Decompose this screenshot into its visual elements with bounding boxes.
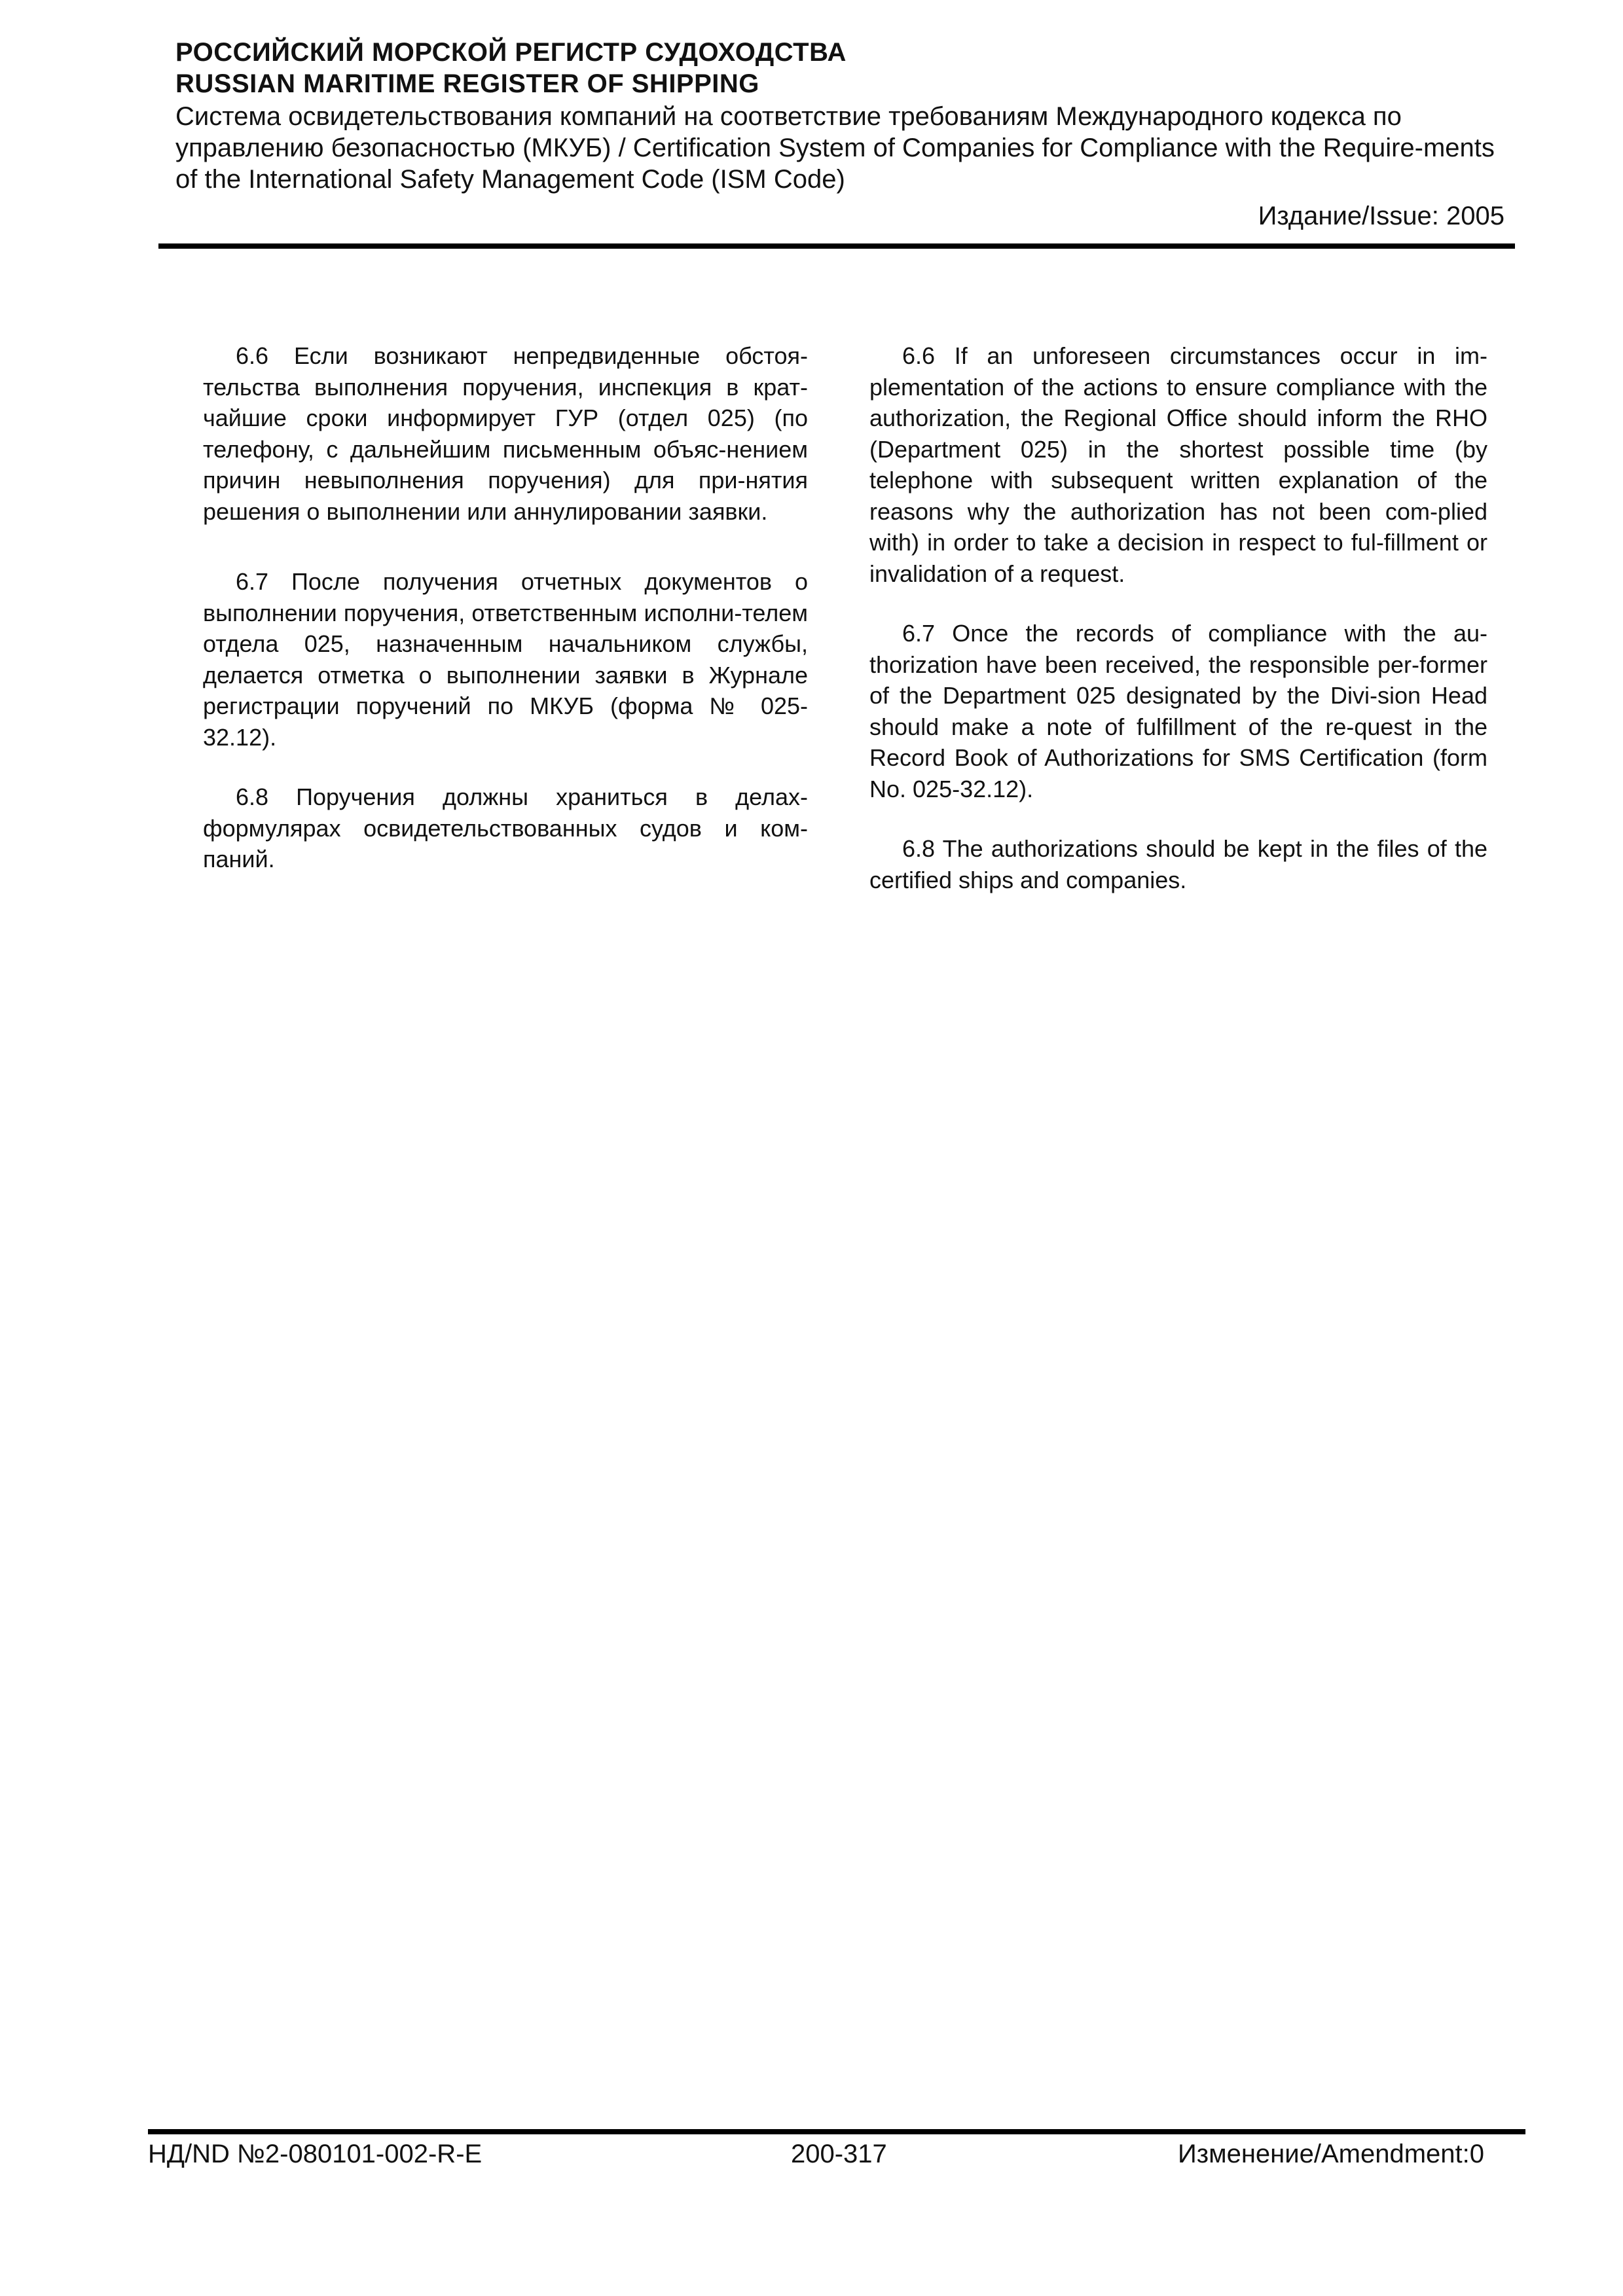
paragraph-6-8-en: 6.8 The authorizations should be kept in the files of the certified ships and companies. xyxy=(869,835,1487,893)
amendment-label: Изменение/Amendment:0 xyxy=(1178,2140,1484,2168)
organization-name-en: RUSSIAN MARITIME REGISTER OF SHIPPING xyxy=(175,69,759,98)
organization-name-ru: РОССИЙСКИЙ МОРСКОЙ РЕГИСТР СУДОХОДСТВА xyxy=(175,38,847,67)
page-number: 200-317 xyxy=(791,2140,887,2168)
paragraph-6-6-en: 6.6 If an unforeseen circumstances occur in im-plementation of the actions to ensure compliance with the authorization, the Regional Office should inform the RHO (Department 025) in the shortest possible time (by telephone with subsequent written explanation of the reasons why the authorization has not been com-plied with) in order to take a decision in respect to ful-fillment or invalidation of a request. xyxy=(869,342,1487,587)
header-divider xyxy=(158,243,1515,249)
paragraph-6-7-ru: 6.7 После получения отчетных документов о выполнении поручения, ответственным исполни-телем отдела 025, назначенным начальником службы, делается отметка о выполнении заявки в Журнале регистрации поручений по МКУБ (форма № 025-32.12). xyxy=(203,568,808,751)
english-text-column xyxy=(869,340,1487,924)
document-number: НД/ND №2-080101-002-R-E xyxy=(148,2140,483,2168)
system-title: Система освидетельствования компаний на соответствие требованиям Международного кодекса по управлению безопасностью (МКУБ) / Certification System of Companies for Compliance with the Require-ments of the International Safety Management Code (ISM Code) xyxy=(175,102,1495,194)
footer-divider xyxy=(148,2129,1525,2134)
issue-label: Издание/Issue: 2005 xyxy=(1258,202,1504,230)
paragraph-6-8-ru: 6.8 Поручения должны храниться в делах-формулярах освидетельствованных судов и ком-паний. xyxy=(203,783,808,872)
russian-text-column xyxy=(203,340,808,904)
paragraph-6-7-en: 6.7 Once the records of compliance with the au-thorization have been received, the responsible per-former of the Department 025 designated by the Divi-sion Head should make a note of fulfillment of the re-quest in the Record Book of Authorizations for SMS Certification (form No. 025-32.12). xyxy=(869,620,1487,802)
document-header xyxy=(175,37,1504,232)
paragraph-6-6-ru: 6.6 Если возникают непредвиденные обстоя-тельства выполнения поручения, инспекция в крат-чайшие сроки информирует ГУР (отдел 025) (по телефону, с дальнейшим письменным объяс-нением причин невыполнения поручения) для при-нятия решения о выполнении или аннулировании заявки. xyxy=(203,342,808,525)
